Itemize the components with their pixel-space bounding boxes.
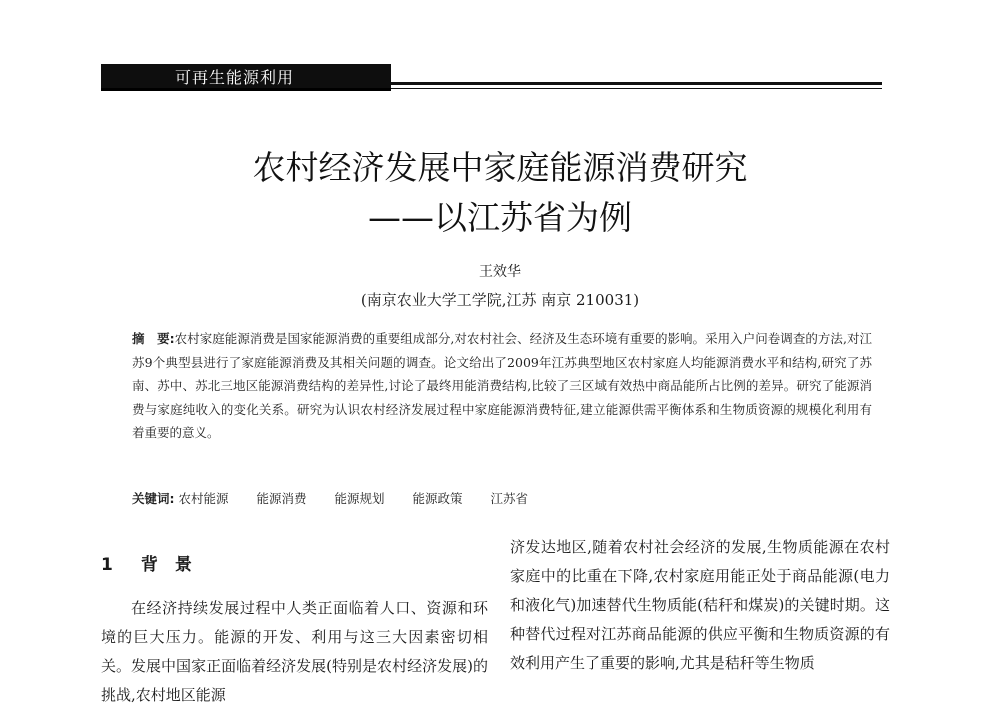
- keyword: 江苏省: [490, 491, 528, 506]
- abstract: [132, 327, 872, 445]
- body-paragraph: 济发达地区,随着农村社会经济的发展,生物质能源在农村家庭中的比重在下降,农村家庭用能正处于商品能源(电力和液化气)加速替代生物质能(秸秆和煤炭)的关键时期。这种替代过程对江苏商品能源的供应平衡和生物质资源的有效利用产生了重要的影响,尤其是秸秆等生物质: [510, 538, 890, 672]
- section-number: 1: [101, 555, 113, 575]
- body-column-right: [510, 533, 890, 678]
- header-rule: [391, 82, 882, 85]
- section-heading: [101, 550, 192, 575]
- abstract-text: 农村家庭能源消费是国家能源消费的重要组成部分,对农村社会、经济及生态环境有重要的影响。采用入户问卷调查的方法,对江苏9个典型县进行了家庭能源消费及其相关问题的调查。论文给出了2009年江苏典型地区农村家庭人均能源消费水平和结构,研究了苏南、苏中、苏北三地区能源消费结构的差异性,讨论了最终用能消费结构,比较了三区域有效热中商品能所占比例的差异。研究了能源消费与家庭纯收入的变化关系。研究为认识农村经济发展过程中家庭能源消费特征,建立能源供需平衡体系和生物质资源的规模化利用有着重要的意义。: [132, 331, 873, 440]
- body-paragraph: 在经济持续发展过程中人类正面临着人口、资源和环境的巨大压力。能源的开发、利用与这三大因素密切相关。发展中国家正面临着经济发展(特别是农村经济发展)的挑战,农村地区能源: [101, 599, 488, 704]
- keyword: 能源政策: [412, 491, 463, 506]
- author-affiliation: (南京农业大学工学院,江苏 南京 210031): [360, 291, 640, 309]
- keywords-label: 关键词:: [132, 491, 175, 506]
- author-name: 王效华: [479, 264, 521, 280]
- article-subtitle: ——以江苏省为例: [368, 198, 632, 237]
- article-title: 农村经济发展中家庭能源消费研究: [252, 148, 748, 187]
- section-title: 背 景: [140, 555, 192, 575]
- header-rule-thin: [391, 88, 882, 89]
- abstract-label: 摘 要:: [132, 331, 175, 346]
- keyword: 能源消费: [256, 491, 307, 506]
- keyword: 农村能源: [178, 491, 229, 506]
- section-header-label: 可再生能源利用: [175, 68, 295, 87]
- keywords: [132, 489, 872, 507]
- keyword: 能源规划: [334, 491, 385, 506]
- body-column-left: [101, 594, 488, 710]
